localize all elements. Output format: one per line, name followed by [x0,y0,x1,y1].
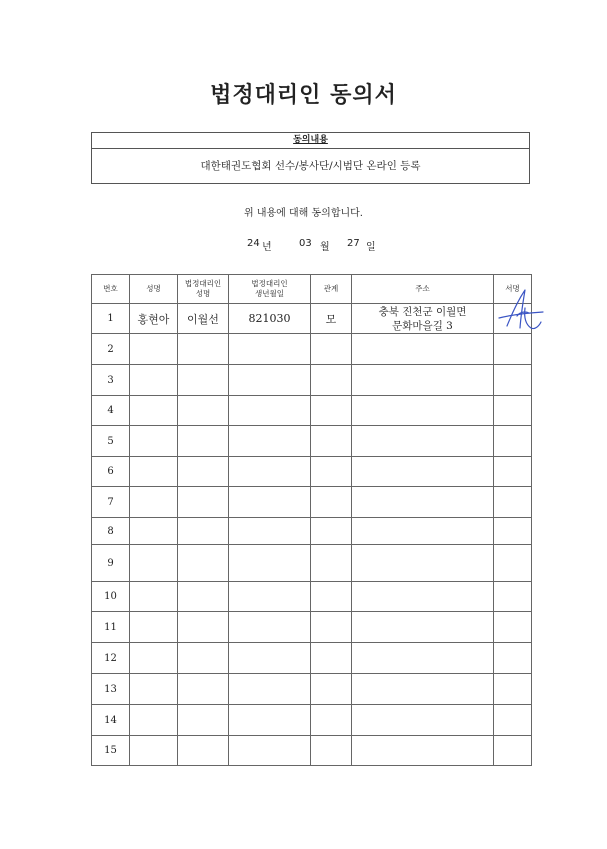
table-row [92,426,532,457]
date-year: 24 [247,238,260,249]
cell-signature [494,582,532,612]
cell-guardian-birth [229,334,311,365]
cell-relation [311,334,352,365]
cell-relation [311,457,352,487]
cell-guardian-name [178,545,229,582]
cell-no: 9 [92,545,130,582]
cell-guardian-name [178,334,229,365]
table-row [92,396,532,426]
cell-guardian-birth [229,612,311,643]
cell-guardian-birth [229,518,311,545]
cell-guardian-birth [229,365,311,396]
cell-guardian-birth [229,674,311,705]
cell-signature [494,457,532,487]
cell-no: 2 [92,334,130,365]
signature-stroke [525,308,541,329]
cell-name [130,612,178,643]
cell-no: 14 [92,705,130,736]
cell-relation [311,396,352,426]
consent-section [91,132,530,184]
table-row [92,612,532,643]
cell-guardian-birth [229,545,311,582]
cell-address [352,334,494,365]
date-day: 27 [347,238,360,249]
cell-no: 10 [92,582,130,612]
cell-guardian-name [178,426,229,457]
guardian-table [91,274,532,766]
cell-guardian-name [178,365,229,396]
cell-signature [494,545,532,582]
cell-guardian-name: 이월선 [178,304,229,334]
cell-guardian-name [178,457,229,487]
cell-address [352,705,494,736]
document-title: 법정대리인 동의서 [210,82,397,108]
table-row [92,365,532,396]
cell-guardian-birth [229,643,311,674]
cell-address [352,545,494,582]
cell-no: 3 [92,365,130,396]
cell-name [130,705,178,736]
table-row [92,545,532,582]
cell-guardian-birth: 821030 [229,304,311,334]
cell-guardian-name [178,736,229,766]
cell-guardian-birth [229,736,311,766]
cell-guardian-name [178,487,229,518]
cell-address [352,612,494,643]
cell-name: 홍현아 [130,304,178,334]
cell-signature [494,518,532,545]
cell-address [352,457,494,487]
cell-name [130,457,178,487]
cell-signature [494,643,532,674]
cell-address [352,736,494,766]
cell-no: 13 [92,674,130,705]
cell-name [130,396,178,426]
cell-address [352,643,494,674]
cell-no: 4 [92,396,130,426]
cell-name [130,365,178,396]
cell-relation [311,674,352,705]
table-row [92,643,532,674]
consent-content: 대한태권도협회 선수/봉사단/시범단 온라인 등록 [200,160,421,172]
cell-guardian-birth [229,396,311,426]
table-row [92,582,532,612]
cell-relation [311,365,352,396]
cell-guardian-name [178,582,229,612]
cell-address [352,674,494,705]
cell-name [130,426,178,457]
cell-signature [494,426,532,457]
cell-name [130,643,178,674]
cell-guardian-name [178,396,229,426]
cell-no: 15 [92,736,130,766]
cell-signature [494,705,532,736]
cell-name [130,736,178,766]
cell-no: 5 [92,426,130,457]
signature-stroke [507,290,525,328]
handwritten-signature [487,282,547,338]
cell-guardian-birth [229,487,311,518]
cell-guardian-name [178,518,229,545]
cell-no: 7 [92,487,130,518]
date-year-unit: 년 [262,242,272,253]
header-no: 번호 [92,275,130,304]
cell-signature [494,736,532,766]
cell-no: 12 [92,643,130,674]
cell-relation [311,643,352,674]
cell-no: 1 [92,304,130,334]
table-header-row [92,275,532,304]
cell-address [352,365,494,396]
cell-signature [494,487,532,518]
cell-name [130,518,178,545]
cell-relation [311,582,352,612]
cell-name [130,334,178,365]
header-name: 성명 [130,275,178,304]
header-guardian-name: 법정대리인 성명 [178,275,229,304]
cell-relation [311,736,352,766]
date-month-unit: 월 [320,242,330,253]
cell-name [130,674,178,705]
date-day-unit: 일 [366,242,376,253]
cell-signature [494,612,532,643]
cell-no: 6 [92,457,130,487]
header-signature: 서명 [494,275,532,304]
cell-guardian-birth [229,457,311,487]
cell-guardian-birth [229,705,311,736]
table-row [92,705,532,736]
cell-relation [311,545,352,582]
date-month: 03 [299,238,312,249]
cell-relation [311,487,352,518]
table-row [92,304,532,334]
cell-no: 11 [92,612,130,643]
agreement-text: 위 내용에 대해 동의합니다. [244,208,363,219]
cell-signature [494,334,532,365]
consent-header [92,133,529,149]
table-row [92,457,532,487]
cell-relation [311,518,352,545]
header-relation: 관계 [311,275,352,304]
cell-signature [494,396,532,426]
cell-address [352,426,494,457]
cell-name [130,582,178,612]
table-row [92,518,532,545]
cell-address [352,487,494,518]
consent-header-label: 동의내용 [293,135,328,145]
cell-address [352,582,494,612]
table-row [92,736,532,766]
cell-guardian-birth [229,426,311,457]
cell-signature [494,674,532,705]
cell-no: 8 [92,518,130,545]
cell-relation [311,705,352,736]
cell-address: 충북 진천군 이월면 문화마을길 3 [352,304,494,334]
cell-guardian-name [178,643,229,674]
cell-guardian-name [178,674,229,705]
table-row [92,334,532,365]
cell-address [352,518,494,545]
cell-guardian-name [178,612,229,643]
cell-relation: 모 [311,304,352,334]
cell-guardian-birth [229,582,311,612]
cell-relation [311,426,352,457]
cell-guardian-name [178,705,229,736]
cell-relation [311,612,352,643]
cell-signature [494,365,532,396]
table-row [92,674,532,705]
header-address: 주소 [352,275,494,304]
cell-name [130,545,178,582]
header-guardian-birth: 법정대리인 생년월일 [229,275,311,304]
table-row [92,487,532,518]
cell-address [352,396,494,426]
cell-name [130,487,178,518]
